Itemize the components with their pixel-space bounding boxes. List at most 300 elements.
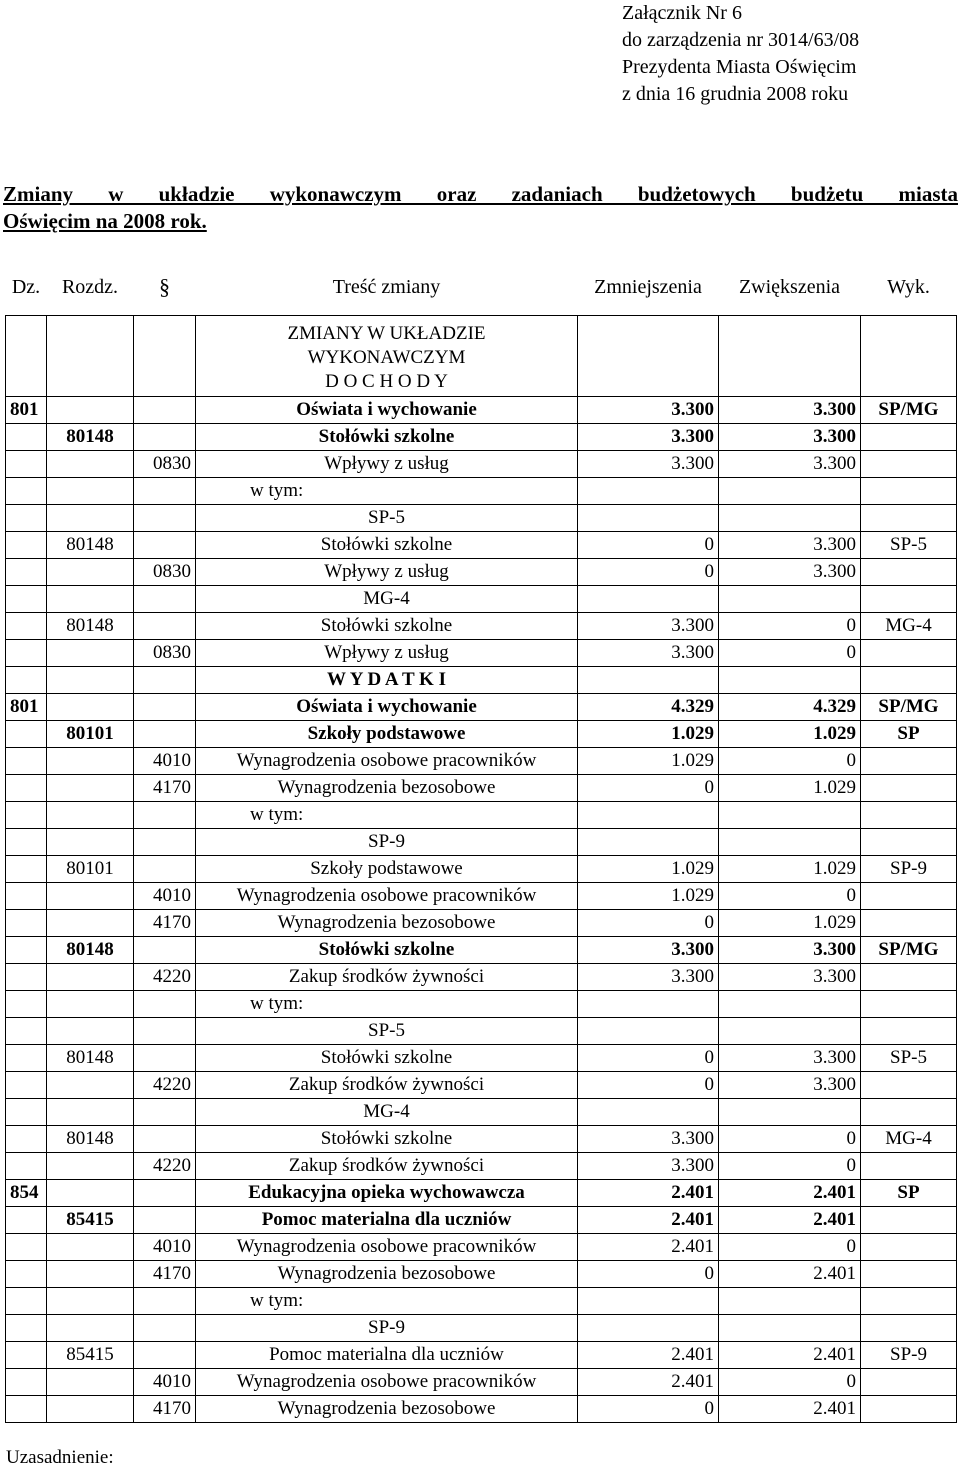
cell-rozdz: [47, 1288, 134, 1315]
cell-rozdz: [47, 451, 134, 478]
cell-tresc: Stołówki szkolne: [196, 937, 578, 964]
cell-wyk: [861, 505, 957, 532]
cell-tresc: Zakup środków żywności: [196, 1072, 578, 1099]
table-row: [6, 721, 957, 748]
cell-paragraph: [134, 478, 196, 505]
cell-wyk: [861, 991, 957, 1018]
cell-zmniejszenia: [578, 586, 719, 613]
title-line-2: Oświęcim na 2008 rok.: [3, 209, 207, 233]
cell-dz: [6, 1261, 47, 1288]
cell-dz: [6, 1369, 47, 1396]
cell-paragraph: [134, 1180, 196, 1207]
col-header-wyk: Wyk.: [861, 259, 957, 316]
unit-label: W Y D A T K I: [196, 667, 578, 694]
cell-zmniejszenia: 0: [578, 1396, 719, 1423]
cell-rozdz: [47, 1180, 134, 1207]
cell-rozdz: [47, 640, 134, 667]
cell-tresc: Szkoły podstawowe: [196, 721, 578, 748]
cell-paragraph: [134, 1288, 196, 1315]
cell-rozdz: [47, 964, 134, 991]
cell-dz: [6, 748, 47, 775]
cell-zmniejszenia: [578, 991, 719, 1018]
cell-wyk: [861, 1396, 957, 1423]
cell-zwiekszenia: 2.401: [719, 1180, 861, 1207]
table-row: [6, 1396, 957, 1423]
cell-rozdz: [47, 586, 134, 613]
cell-zwiekszenia: [719, 478, 861, 505]
cell-zwiekszenia: 2.401: [719, 1207, 861, 1234]
table-row: [6, 532, 957, 559]
cell-paragraph: [134, 802, 196, 829]
col-header-paragraph: [134, 259, 196, 316]
cell-zmniejszenia: [578, 802, 719, 829]
unit-label-row: [6, 1099, 957, 1126]
cell-zmniejszenia: 3.300: [578, 451, 719, 478]
cell-zwiekszenia: 0: [719, 883, 861, 910]
unit-label-row: [6, 829, 957, 856]
cell-paragraph: [134, 397, 196, 424]
cell-zwiekszenia: 0: [719, 1126, 861, 1153]
cell-wyk: [861, 1153, 957, 1180]
cell-zwiekszenia: 0: [719, 640, 861, 667]
table-row: [6, 451, 957, 478]
cell-dz: [6, 883, 47, 910]
cell-wyk: [861, 1288, 957, 1315]
cell-dz: [6, 505, 47, 532]
table-row: [6, 640, 957, 667]
cell-paragraph: [134, 1342, 196, 1369]
cell-dz: [6, 1315, 47, 1342]
cell-paragraph: [134, 937, 196, 964]
cell-dz: [6, 559, 47, 586]
cell-wyk: [861, 883, 957, 910]
cell-rozdz: [47, 991, 134, 1018]
cell-paragraph: 4010: [134, 883, 196, 910]
cell-dz: [6, 478, 47, 505]
cell-wyk: [861, 964, 957, 991]
cell-zwiekszenia: 3.300: [719, 1045, 861, 1072]
cell-dz: [6, 775, 47, 802]
cell-paragraph: [134, 991, 196, 1018]
unit-label-row: [6, 586, 957, 613]
cell-wyk: [861, 1099, 957, 1126]
cell-paragraph: [134, 829, 196, 856]
cell-zmniejszenia: [578, 829, 719, 856]
cell-wyk: MG-4: [861, 1126, 957, 1153]
table-header-row: [6, 259, 957, 316]
table-row: [6, 694, 957, 721]
cell-paragraph: [134, 586, 196, 613]
cell-paragraph: [134, 1126, 196, 1153]
cell-paragraph: 0830: [134, 559, 196, 586]
cell-tresc: Zakup środków żywności: [196, 1153, 578, 1180]
cell-dz: [6, 964, 47, 991]
cell-zmniejszenia: 3.300: [578, 424, 719, 451]
cell-zmniejszenia: 0: [578, 775, 719, 802]
col-header-dz: Dz.: [6, 259, 47, 316]
cell-tresc: Stołówki szkolne: [196, 532, 578, 559]
cell-zmniejszenia: 2.401: [578, 1207, 719, 1234]
cell-wyk: [861, 802, 957, 829]
unit-label: SP-5: [196, 1018, 578, 1045]
cell-paragraph: 4010: [134, 748, 196, 775]
cell-rozdz: [47, 1018, 134, 1045]
cell-tresc: Wynagrodzenia osobowe pracowników: [196, 1234, 578, 1261]
table-row: [6, 856, 957, 883]
cell-tresc: Wpływy z usług: [196, 559, 578, 586]
subheading-row: [6, 1288, 957, 1315]
cell-wyk: [861, 1315, 957, 1342]
cell-rozdz: [47, 1396, 134, 1423]
cell-paragraph: 4170: [134, 1396, 196, 1423]
cell-zwiekszenia: 1.029: [719, 910, 861, 937]
cell-zwiekszenia: [719, 991, 861, 1018]
table-row: [6, 1180, 957, 1207]
cell-zwiekszenia: 1.029: [719, 721, 861, 748]
cell-dz: [6, 424, 47, 451]
in-which-label: w tym:: [196, 802, 578, 829]
cell-paragraph: [134, 856, 196, 883]
section-dochody-heading: [196, 316, 578, 397]
cell-paragraph: [134, 1207, 196, 1234]
ordinance-date: z dnia 16 grudnia 2008 roku: [622, 83, 849, 105]
cell-wyk: [861, 640, 957, 667]
cell-wyk: [861, 451, 957, 478]
subheading-row: [6, 802, 957, 829]
cell-tresc: Wpływy z usług: [196, 451, 578, 478]
cell-dz: [6, 910, 47, 937]
section-dochody-row: [6, 316, 957, 397]
cell-rozdz: 80148: [47, 1045, 134, 1072]
cell-zmniejszenia: 3.300: [578, 1153, 719, 1180]
cell-zmniejszenia: [578, 1315, 719, 1342]
cell-wyk: [861, 910, 957, 937]
in-which-label: w tym:: [196, 478, 578, 505]
cell-zmniejszenia: [578, 667, 719, 694]
cell-paragraph: [134, 721, 196, 748]
cell-zmniejszenia: [578, 1288, 719, 1315]
cell-paragraph: 4170: [134, 775, 196, 802]
cell-rozdz: [47, 910, 134, 937]
cell-wyk: SP-9: [861, 1342, 957, 1369]
cell-dz: [6, 1396, 47, 1423]
cell-zmniejszenia: 3.300: [578, 613, 719, 640]
budget-changes-table: [5, 258, 957, 1423]
cell-zmniejszenia: 4.329: [578, 694, 719, 721]
cell-zwiekszenia: [719, 1018, 861, 1045]
cell-rozdz: 80148: [47, 424, 134, 451]
subheading-row: [6, 991, 957, 1018]
cell-wyk: [861, 586, 957, 613]
cell-zmniejszenia: 1.029: [578, 721, 719, 748]
cell-zwiekszenia: 3.300: [719, 937, 861, 964]
cell-wyk: SP/MG: [861, 694, 957, 721]
cell-wyk: SP-5: [861, 532, 957, 559]
ordinance-reference: do zarządzenia nr 3014/63/08: [622, 29, 860, 51]
cell-zmniejszenia: 2.401: [578, 1369, 719, 1396]
cell-rozdz: [47, 478, 134, 505]
cell-paragraph: [134, 1018, 196, 1045]
cell-zwiekszenia: 2.401: [719, 1396, 861, 1423]
cell-dz: [6, 991, 47, 1018]
cell-rozdz: 80101: [47, 856, 134, 883]
cell-rozdz: 80148: [47, 613, 134, 640]
cell-dz: [6, 1045, 47, 1072]
cell-wyk: SP-5: [861, 1045, 957, 1072]
cell-zwiekszenia: [719, 586, 861, 613]
cell-rozdz: 85415: [47, 1342, 134, 1369]
cell-zmniejszenia: 3.300: [578, 397, 719, 424]
cell-dz: [6, 1207, 47, 1234]
cell-paragraph: [134, 1045, 196, 1072]
cell-zwiekszenia: 1.029: [719, 775, 861, 802]
in-which-label: w tym:: [196, 991, 578, 1018]
cell-dz: [6, 856, 47, 883]
cell-tresc: Wynagrodzenia bezosobowe: [196, 1396, 578, 1423]
cell-wyk: [861, 1072, 957, 1099]
cell-wyk: [861, 478, 957, 505]
cell-zwiekszenia: 3.300: [719, 559, 861, 586]
cell-paragraph: [134, 1315, 196, 1342]
table-row: [6, 1234, 957, 1261]
paragraph-sign-icon: §: [159, 273, 170, 299]
table-row: [6, 1261, 957, 1288]
cell-zwiekszenia: 0: [719, 748, 861, 775]
cell-rozdz: [47, 1153, 134, 1180]
cell-zmniejszenia: 0: [578, 910, 719, 937]
cell-dz: [6, 802, 47, 829]
cell-zwiekszenia: [719, 1288, 861, 1315]
cell-tresc: Szkoły podstawowe: [196, 856, 578, 883]
cell-zwiekszenia: 1.029: [719, 856, 861, 883]
cell-tresc: Wpływy z usług: [196, 640, 578, 667]
table-row: [6, 1126, 957, 1153]
cell-rozdz: [47, 397, 134, 424]
cell-zmniejszenia: 1.029: [578, 883, 719, 910]
cell-zmniejszenia: 0: [578, 1072, 719, 1099]
cell-dz: [6, 1342, 47, 1369]
unit-label-row: [6, 1018, 957, 1045]
table-row: [6, 1153, 957, 1180]
cell-zwiekszenia: 3.300: [719, 1072, 861, 1099]
cell-paragraph: [134, 532, 196, 559]
in-which-label: w tym:: [196, 1288, 578, 1315]
cell-tresc: Edukacyjna opieka wychowawcza: [196, 1180, 578, 1207]
cell-rozdz: [47, 1261, 134, 1288]
table-row: [6, 613, 957, 640]
cell-dz: [6, 937, 47, 964]
justification-label: Uzasadnienie:: [6, 1447, 114, 1468]
cell-wyk: SP/MG: [861, 397, 957, 424]
issuer: Prezydenta Miasta Oświęcim: [622, 56, 857, 78]
cell-paragraph: 4010: [134, 1234, 196, 1261]
cell-wyk: [861, 1261, 957, 1288]
cell-dz: [6, 829, 47, 856]
cell-rozdz: [47, 775, 134, 802]
cell-tresc: Stołówki szkolne: [196, 1126, 578, 1153]
cell-tresc: Oświata i wychowanie: [196, 694, 578, 721]
cell-dz: [6, 1018, 47, 1045]
cell-zwiekszenia: 3.300: [719, 964, 861, 991]
cell-wyk: [861, 775, 957, 802]
cell-rozdz: [47, 883, 134, 910]
cell-rozdz: 80148: [47, 1126, 134, 1153]
cell-zmniejszenia: 2.401: [578, 1234, 719, 1261]
cell-paragraph: [134, 667, 196, 694]
table-row: [6, 1072, 957, 1099]
cell-paragraph: 4220: [134, 964, 196, 991]
cell-zmniejszenia: 3.300: [578, 964, 719, 991]
cell-zmniejszenia: 1.029: [578, 748, 719, 775]
cell-tresc: Stołówki szkolne: [196, 613, 578, 640]
table-row: [6, 964, 957, 991]
table-row: [6, 424, 957, 451]
cell-rozdz: [47, 505, 134, 532]
cell-zmniejszenia: 0: [578, 532, 719, 559]
cell-paragraph: 4170: [134, 1261, 196, 1288]
cell-zwiekszenia: [719, 1315, 861, 1342]
col-header-zmniejszenia: Zmniejszenia: [578, 259, 719, 316]
cell-zmniejszenia: 0: [578, 559, 719, 586]
cell-rozdz: 80148: [47, 532, 134, 559]
cell-zmniejszenia: 2.401: [578, 1180, 719, 1207]
cell-wyk: SP: [861, 721, 957, 748]
cell-zmniejszenia: 0: [578, 1045, 719, 1072]
cell-zmniejszenia: 1.029: [578, 856, 719, 883]
cell-zwiekszenia: [719, 667, 861, 694]
table-row: [6, 397, 957, 424]
subheading-row: [6, 478, 957, 505]
document-title: [3, 181, 958, 235]
cell-tresc: Wynagrodzenia osobowe pracowników: [196, 748, 578, 775]
cell-zwiekszenia: 3.300: [719, 451, 861, 478]
table-row: [6, 1342, 957, 1369]
cell-wyk: SP-9: [861, 856, 957, 883]
cell-zmniejszenia: 3.300: [578, 1126, 719, 1153]
cell-dz: [6, 1288, 47, 1315]
cell-rozdz: 80101: [47, 721, 134, 748]
cell-zmniejszenia: 3.300: [578, 937, 719, 964]
cell-paragraph: 0830: [134, 640, 196, 667]
cell-paragraph: [134, 694, 196, 721]
cell-dz: [6, 586, 47, 613]
cell-dz: [6, 1099, 47, 1126]
cell-zwiekszenia: [719, 1099, 861, 1126]
cell-dz: [6, 640, 47, 667]
cell-rozdz: [47, 694, 134, 721]
cell-wyk: [861, 1207, 957, 1234]
cell-zwiekszenia: 4.329: [719, 694, 861, 721]
cell-dz: [6, 667, 47, 694]
col-header-zwiekszenia: Zwiększenia: [719, 259, 861, 316]
attachment-header: [622, 0, 952, 108]
cell-wyk: [861, 1018, 957, 1045]
unit-label: SP-9: [196, 829, 578, 856]
cell-tresc: Wynagrodzenia osobowe pracowników: [196, 883, 578, 910]
cell-rozdz: [47, 559, 134, 586]
cell-tresc: Wynagrodzenia bezosobowe: [196, 775, 578, 802]
unit-label: MG-4: [196, 586, 578, 613]
cell-paragraph: 4010: [134, 1369, 196, 1396]
cell-zwiekszenia: 3.300: [719, 532, 861, 559]
cell-rozdz: [47, 748, 134, 775]
cell-zmniejszenia: 2.401: [578, 1342, 719, 1369]
cell-dz: [6, 451, 47, 478]
cell-rozdz: [47, 1369, 134, 1396]
cell-wyk: [861, 1369, 957, 1396]
cell-tresc: Stołówki szkolne: [196, 1045, 578, 1072]
table-row: [6, 937, 957, 964]
unit-label-row: [6, 505, 957, 532]
cell-dz: [6, 1126, 47, 1153]
attachment-number: Załącznik Nr 6: [622, 2, 742, 24]
cell-rozdz: [47, 1072, 134, 1099]
cell-paragraph: 4220: [134, 1072, 196, 1099]
cell-dz: [6, 721, 47, 748]
unit-label: SP-5: [196, 505, 578, 532]
cell-zmniejszenia: [578, 1099, 719, 1126]
cell-rozdz: 80148: [47, 937, 134, 964]
cell-wyk: SP/MG: [861, 937, 957, 964]
cell-paragraph: [134, 1099, 196, 1126]
cell-zmniejszenia: [578, 478, 719, 505]
cell-wyk: MG-4: [861, 613, 957, 640]
cell-wyk: [861, 748, 957, 775]
table-row: [6, 559, 957, 586]
cell-rozdz: [47, 829, 134, 856]
cell-rozdz: 85415: [47, 1207, 134, 1234]
cell-tresc: Pomoc materialna dla uczniów: [196, 1342, 578, 1369]
cell-tresc: Pomoc materialna dla uczniów: [196, 1207, 578, 1234]
cell-zmniejszenia: [578, 505, 719, 532]
cell-tresc: Wynagrodzenia osobowe pracowników: [196, 1369, 578, 1396]
cell-zwiekszenia: 0: [719, 1234, 861, 1261]
section-line-2: WYKONAWCZYM: [307, 347, 466, 368]
cell-paragraph: 4220: [134, 1153, 196, 1180]
cell-paragraph: [134, 505, 196, 532]
cell-tresc: Wynagrodzenia bezosobowe: [196, 910, 578, 937]
cell-wyk: [861, 1234, 957, 1261]
cell-zwiekszenia: 2.401: [719, 1261, 861, 1288]
cell-dz: [6, 1234, 47, 1261]
cell-zmniejszenia: 0: [578, 1261, 719, 1288]
cell-zmniejszenia: 3.300: [578, 640, 719, 667]
cell-tresc: Oświata i wychowanie: [196, 397, 578, 424]
cell-wyk: [861, 667, 957, 694]
unit-label: MG-4: [196, 1099, 578, 1126]
cell-dz: [6, 1072, 47, 1099]
cell-dz: [6, 1153, 47, 1180]
table-row: [6, 883, 957, 910]
cell-zwiekszenia: 0: [719, 1369, 861, 1396]
cell-zwiekszenia: [719, 505, 861, 532]
cell-paragraph: [134, 613, 196, 640]
cell-zwiekszenia: 0: [719, 613, 861, 640]
cell-dz: 801: [6, 397, 47, 424]
unit-label: SP-9: [196, 1315, 578, 1342]
cell-zmniejszenia: [578, 1018, 719, 1045]
table-row: [6, 775, 957, 802]
cell-rozdz: [47, 667, 134, 694]
table-row: [6, 1369, 957, 1396]
cell-dz: 801: [6, 694, 47, 721]
cell-tresc: Wynagrodzenia bezosobowe: [196, 1261, 578, 1288]
col-header-rozdz: Rozdz.: [47, 259, 134, 316]
cell-dz: [6, 613, 47, 640]
unit-label-row: [6, 667, 957, 694]
cell-zwiekszenia: 0: [719, 1153, 861, 1180]
cell-rozdz: [47, 1099, 134, 1126]
